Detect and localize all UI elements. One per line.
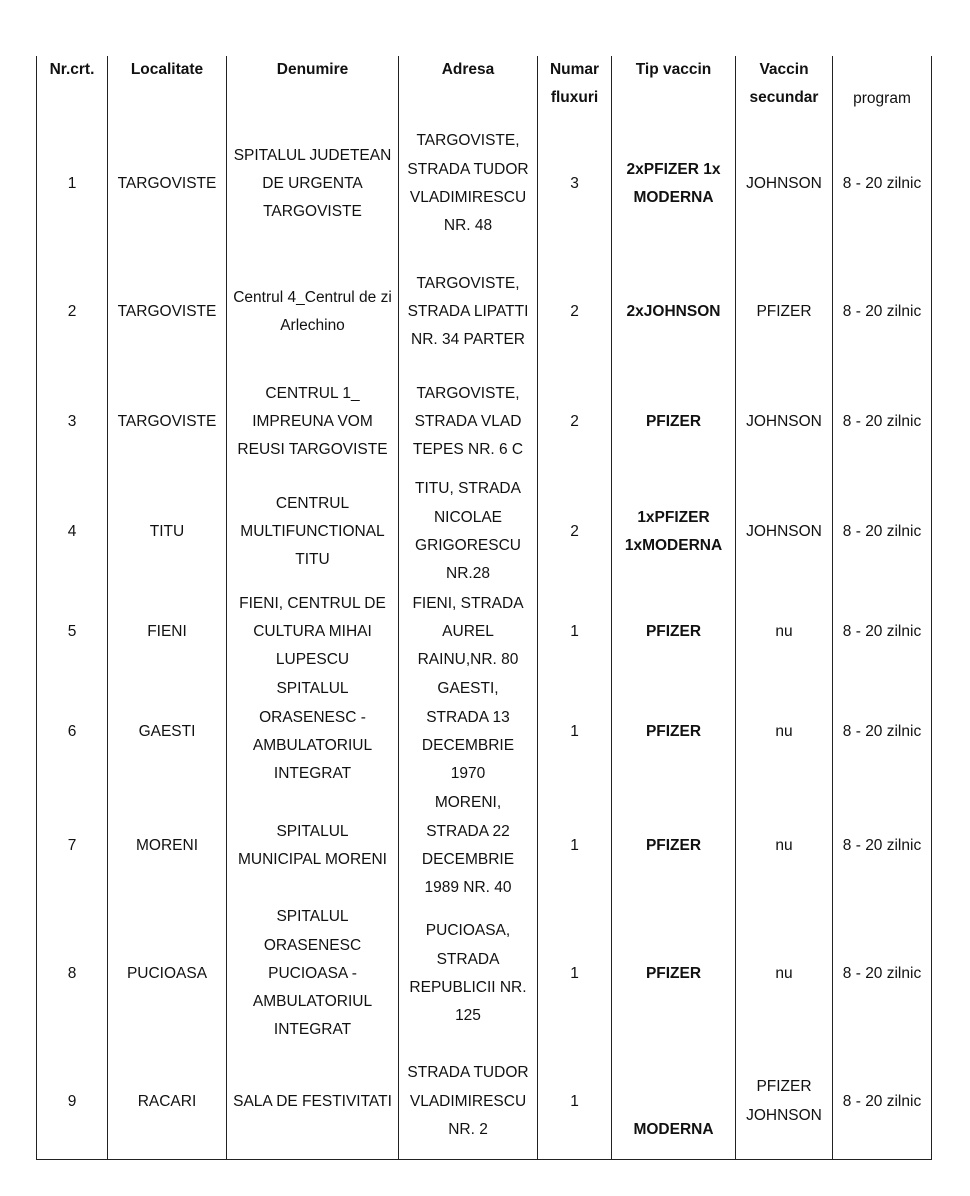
- cell-nr: 1: [37, 113, 108, 255]
- header-nr: Nr.crt.: [37, 56, 108, 113]
- header-adresa: Adresa: [399, 56, 538, 113]
- cell-localitate: PUCIOASA: [108, 903, 227, 1045]
- cell-denumire: SPITALUL JUDETEAN DE URGENTA TARGOVISTE: [227, 113, 399, 255]
- cell-vaccin-secundar: nu: [736, 589, 833, 675]
- cell-nr: 2: [37, 255, 108, 369]
- cell-localitate: RACARI: [108, 1045, 227, 1159]
- cell-program: 8 - 20 zilnic: [833, 589, 932, 675]
- cell-adresa: FIENI, STRADA AUREL RAINU,NR. 80: [399, 589, 538, 675]
- cell-adresa: STRADA TUDOR VLADIMIRESCU NR. 2: [399, 1045, 538, 1159]
- cell-program: 8 - 20 zilnic: [833, 369, 932, 475]
- cell-tip-vaccin: MODERNA: [612, 1045, 736, 1159]
- table-row: [37, 475, 932, 589]
- cell-fluxuri: 1: [538, 789, 612, 903]
- cell-localitate: FIENI: [108, 589, 227, 675]
- cell-denumire: SALA DE FESTIVITATI: [227, 1045, 399, 1159]
- cell-tip-vaccin: PFIZER: [612, 789, 736, 903]
- vaccination-centers-table: [36, 56, 932, 1160]
- cell-fluxuri: 1: [538, 1045, 612, 1159]
- cell-vaccin-secundar: PFIZER: [736, 255, 833, 369]
- cell-tip-vaccin: 2xJOHNSON: [612, 255, 736, 369]
- table-row: [37, 113, 932, 255]
- cell-denumire: CENTRUL 1_ IMPREUNA VOM REUSI TARGOVISTE: [227, 369, 399, 475]
- cell-tip-vaccin: 2xPFIZER 1x MODERNA: [612, 113, 736, 255]
- cell-nr: 5: [37, 589, 108, 675]
- cell-program: 8 - 20 zilnic: [833, 675, 932, 789]
- header-tip-vaccin: Tip vaccin: [612, 56, 736, 113]
- header-program: program: [833, 56, 932, 113]
- cell-denumire: CENTRUL MULTIFUNCTIONAL TITU: [227, 475, 399, 589]
- cell-localitate: TARGOVISTE: [108, 369, 227, 475]
- header-vaccin-secundar: Vaccin secundar: [736, 56, 833, 113]
- cell-nr: 9: [37, 1045, 108, 1159]
- cell-denumire: Centrul 4_Centrul de zi Arlechino: [227, 255, 399, 369]
- cell-tip-vaccin: PFIZER: [612, 589, 736, 675]
- cell-program: 8 - 20 zilnic: [833, 113, 932, 255]
- cell-program: 8 - 20 zilnic: [833, 475, 932, 589]
- cell-adresa: PUCIOASA, STRADA REPUBLICII NR. 125: [399, 903, 538, 1045]
- header-localitate: Localitate: [108, 56, 227, 113]
- cell-nr: 6: [37, 675, 108, 789]
- cell-nr: 7: [37, 789, 108, 903]
- cell-nr: 4: [37, 475, 108, 589]
- cell-denumire: FIENI, CENTRUL DE CULTURA MIHAI LUPESCU: [227, 589, 399, 675]
- cell-localitate: GAESTI: [108, 675, 227, 789]
- cell-tip-vaccin: 1xPFIZER 1xMODERNA: [612, 475, 736, 589]
- cell-vaccin-secundar: JOHNSON: [736, 369, 833, 475]
- cell-adresa: MORENI, STRADA 22 DECEMBRIE 1989 NR. 40: [399, 789, 538, 903]
- cell-tip-vaccin: PFIZER: [612, 903, 736, 1045]
- cell-vaccin-secundar: JOHNSON: [736, 113, 833, 255]
- cell-vaccin-secundar: JOHNSON: [736, 475, 833, 589]
- table-row: [37, 903, 932, 1045]
- cell-denumire: SPITALUL ORASENESC PUCIOASA - AMBULATORIUL INTEGRAT: [227, 903, 399, 1045]
- cell-adresa: TARGOVISTE, STRADA TUDOR VLADIMIRESCU NR. 48: [399, 113, 538, 255]
- table-row: [37, 789, 932, 903]
- table-row: [37, 1045, 932, 1159]
- cell-localitate: TITU: [108, 475, 227, 589]
- cell-program: 8 - 20 zilnic: [833, 903, 932, 1045]
- header-fluxuri: Numar fluxuri: [538, 56, 612, 113]
- cell-fluxuri: 1: [538, 675, 612, 789]
- cell-program: 8 - 20 zilnic: [833, 789, 932, 903]
- table-row: [37, 589, 932, 675]
- header-denumire: Denumire: [227, 56, 399, 113]
- cell-program: 8 - 20 zilnic: [833, 1045, 932, 1159]
- cell-nr: 3: [37, 369, 108, 475]
- cell-fluxuri: 1: [538, 903, 612, 1045]
- cell-adresa: GAESTI, STRADA 13 DECEMBRIE 1970: [399, 675, 538, 789]
- cell-nr: 8: [37, 903, 108, 1045]
- cell-fluxuri: 3: [538, 113, 612, 255]
- cell-adresa: TITU, STRADA NICOLAE GRIGORESCU NR.28: [399, 475, 538, 589]
- cell-localitate: TARGOVISTE: [108, 113, 227, 255]
- cell-fluxuri: 2: [538, 255, 612, 369]
- cell-fluxuri: 1: [538, 589, 612, 675]
- cell-vaccin-secundar: nu: [736, 789, 833, 903]
- cell-program: 8 - 20 zilnic: [833, 255, 932, 369]
- cell-localitate: MORENI: [108, 789, 227, 903]
- vaccination-centers-table-wrapper: [36, 56, 931, 1160]
- cell-tip-vaccin: PFIZER: [612, 675, 736, 789]
- cell-vaccin-secundar: nu: [736, 903, 833, 1045]
- cell-denumire: SPITALUL MUNICIPAL MORENI: [227, 789, 399, 903]
- cell-tip-vaccin: PFIZER: [612, 369, 736, 475]
- cell-fluxuri: 2: [538, 369, 612, 475]
- table-row: [37, 675, 932, 789]
- cell-adresa: TARGOVISTE, STRADA VLAD TEPES NR. 6 C: [399, 369, 538, 475]
- table-row: [37, 369, 932, 475]
- table-row: [37, 255, 932, 369]
- cell-adresa: TARGOVISTE, STRADA LIPATTI NR. 34 PARTER: [399, 255, 538, 369]
- cell-fluxuri: 2: [538, 475, 612, 589]
- cell-localitate: TARGOVISTE: [108, 255, 227, 369]
- cell-vaccin-secundar: PFIZER JOHNSON: [736, 1045, 833, 1159]
- cell-denumire: SPITALUL ORASENESC - AMBULATORIUL INTEGRAT: [227, 675, 399, 789]
- header-row: [37, 56, 932, 113]
- cell-vaccin-secundar: nu: [736, 675, 833, 789]
